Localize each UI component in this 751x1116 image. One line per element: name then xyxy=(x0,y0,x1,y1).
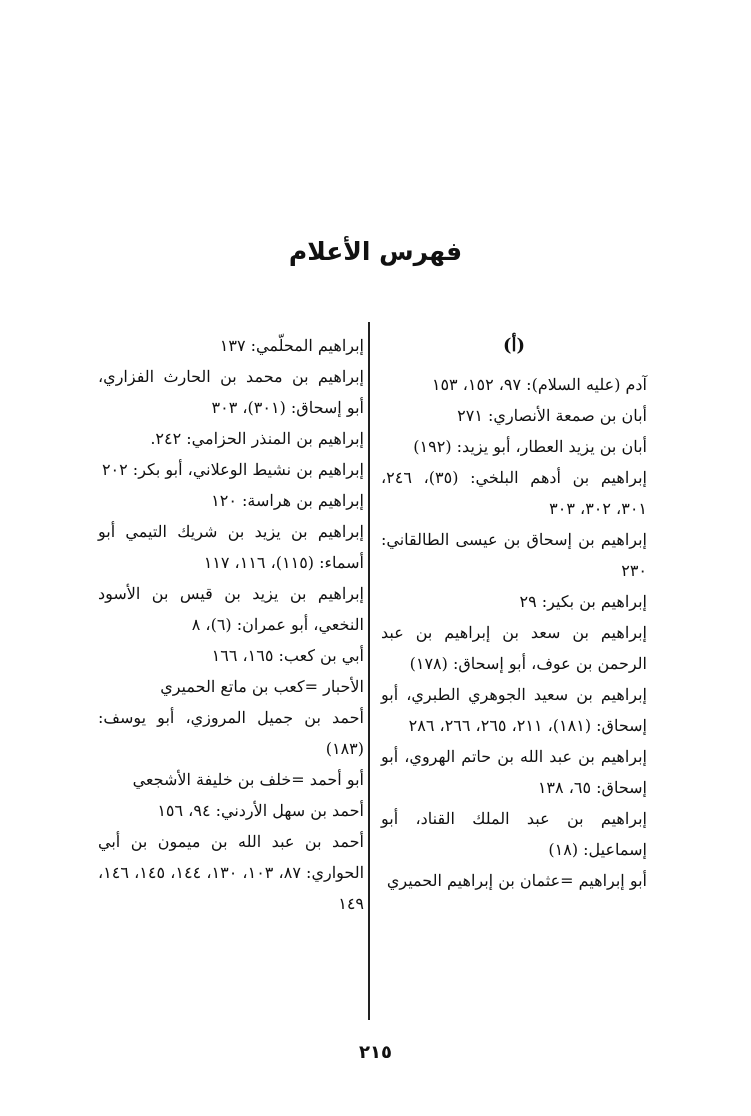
index-entry: إبراهيم المحلّمي: ١٣٧ xyxy=(219,336,364,355)
index-entry: إبراهيم بن محمد بن الحارث الفزاري، أبو إسحاق: (٣٠١)، ٣٠٣ xyxy=(98,367,364,417)
index-entry: أبو أحمد =خلف بن خليفة الأشجعي xyxy=(132,770,364,789)
index-entry: إبراهيم بن هراسة: ١٢٠ xyxy=(211,491,364,510)
index-entry: أحمد بن عبد الله بن ميمون بن أبي الحواري: ٨٧، ١٠٣، ١٣٠، ١٤٤، ١٤٥، ١٤٦، ١٤٩ xyxy=(98,832,365,913)
index-entry: أحمد بن سهل الأردني: ٩٤، ١٥٦ xyxy=(157,801,364,820)
index-entry: إبراهيم بن عبد الله بن حاتم الهروي، أبو إسحاق: ٦٥، ١٣٨ xyxy=(381,747,647,797)
index-entry: الأحبار =كعب بن ماتع الحميري xyxy=(160,677,364,696)
section-letter-alif: (أ) xyxy=(502,335,526,356)
page-title: فهرس الأعلام xyxy=(288,237,463,266)
index-entry: إبراهيم بن أدهم البلخي: (٣٥)، ٢٤٦، ٣٠١، ٣٠٢، ٣٠٣ xyxy=(381,468,647,518)
index-entry: إبراهيم بن سعيد الجوهري الطبري، أبو إسحاق: (١٨١)، ٢١١، ٢٦٥، ٢٦٦، ٢٨٦ xyxy=(381,685,647,735)
index-entry: إبراهيم بن عبد الملك القناد، أبو إسماعيل: (١٨) xyxy=(381,809,647,859)
index-column-left xyxy=(98,330,364,919)
index-entry: أبان بن صمعة الأنصاري: ٢٧١ xyxy=(457,406,647,425)
index-entry: إبراهيم بن إسحاق بن عيسى الطالقاني: ٢٣٠ xyxy=(381,530,647,580)
index-entry: إبراهيم بن سعد بن إبراهيم بن عبد الرحمن بن عوف، أبو إسحاق: (١٧٨) xyxy=(381,623,647,673)
index-entry: أبي بن كعب: ١٦٥، ١٦٦ xyxy=(211,646,364,665)
index-entry: آدم (عليه السلام): ٩٧، ١٥٢، ١٥٣ xyxy=(431,375,647,394)
index-entry: إبراهيم بن المنذر الحزامي: ٢٤٢. xyxy=(150,429,364,448)
column-divider xyxy=(368,322,370,1020)
index-entry: إبراهيم بن يزيد بن قيس بن الأسود النخعي، أبو عمران: (٦)، ٨ xyxy=(98,584,364,634)
page-number: ٢١٥ xyxy=(359,1042,392,1063)
index-entry: إبراهيم بن يزيد بن شريك التيمي أبو أسماء: (١١٥)، ١١٦، ١١٧ xyxy=(98,522,364,572)
index-entry: إبراهيم بن نشيط الوعلاني، أبو بكر: ٢٠٢ xyxy=(101,460,364,479)
index-column-right xyxy=(381,330,647,896)
index-entry: إبراهيم بن بكير: ٢٩ xyxy=(519,592,647,611)
index-entry: أبو إبراهيم =عثمان بن إبراهيم الحميري xyxy=(386,871,647,890)
index-entry: أحمد بن جميل المروزي، أبو يوسف: (١٨٣) xyxy=(98,708,364,758)
index-entry: أبان بن يزيد العطار، أبو يزيد: (١٩٢) xyxy=(413,437,647,456)
